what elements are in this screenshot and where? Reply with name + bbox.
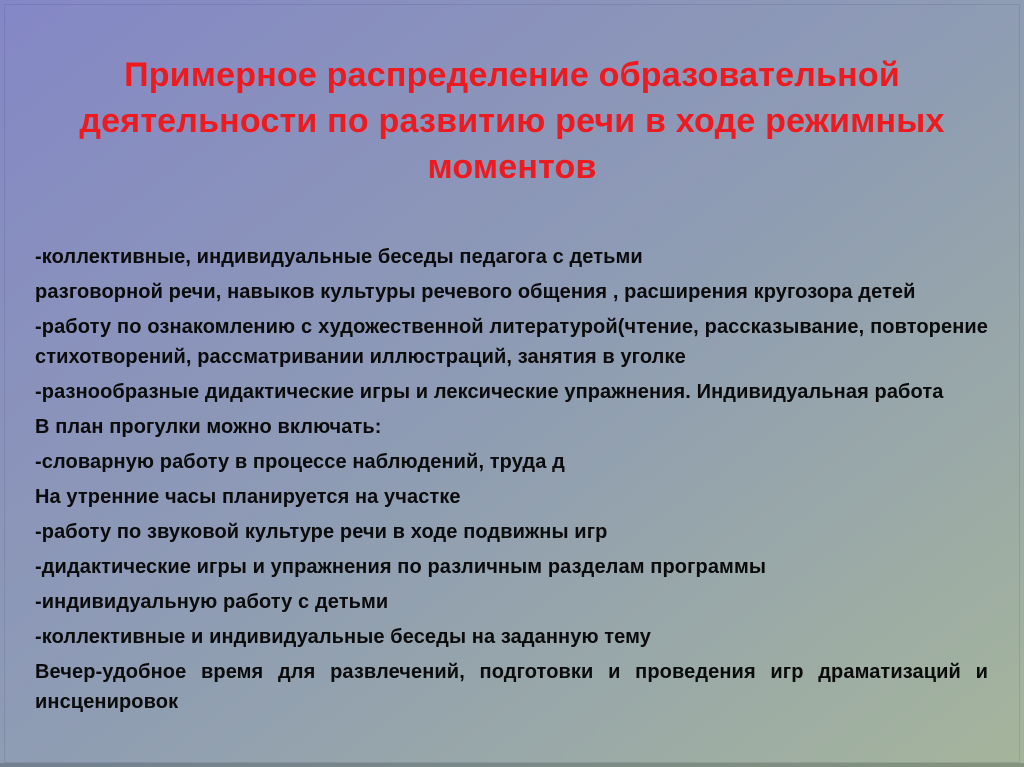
body-paragraph-3: -работу по ознакомлению с художественной литературой(чтение, рассказывание, повторение стихотворений, рассматривании иллюстраций, занятия в уголке <box>35 316 988 368</box>
body-paragraph-10: -индивидуальную работу с детьми <box>35 591 389 613</box>
slide-body <box>35 242 988 717</box>
body-paragraph-11: -коллективные и индивидуальные беседы на заданную тему <box>35 626 651 648</box>
body-paragraph-1: -коллективные, индивидуальные беседы педагога с детьми <box>35 246 643 268</box>
body-paragraph-6: -словарную работу в процессе наблюдений, труда д <box>35 451 565 473</box>
slide-title-line: моментов <box>427 148 597 186</box>
slide-title-line: деятельности по развитию речи в ходе режимных <box>79 102 945 140</box>
body-paragraph-8: -работу по звуковой культуре речи в ходе подвижны игр <box>35 521 608 543</box>
body-paragraph-2: разговорной речи, навыков культуры речевого общения , расширения кругозора детей <box>35 281 916 303</box>
body-paragraph-9: -дидактические игры и упражнения по различным разделам программы <box>35 556 767 578</box>
body-paragraph-5: В план прогулки можно включать: <box>35 416 382 438</box>
slide-title <box>0 0 1024 190</box>
body-paragraph-4: -разнообразные дидактические игры и лексические упражнения. Индивидуальная работа <box>35 381 944 403</box>
body-paragraph-12: Вечер-удобное время для развлечений, подготовки и проведения игр драматизаций и инсценировок <box>35 661 988 713</box>
slide-title-line: Примерное распределение образовательной <box>124 56 900 94</box>
body-paragraph-7: На утренние часы планируется на участке <box>35 486 461 508</box>
